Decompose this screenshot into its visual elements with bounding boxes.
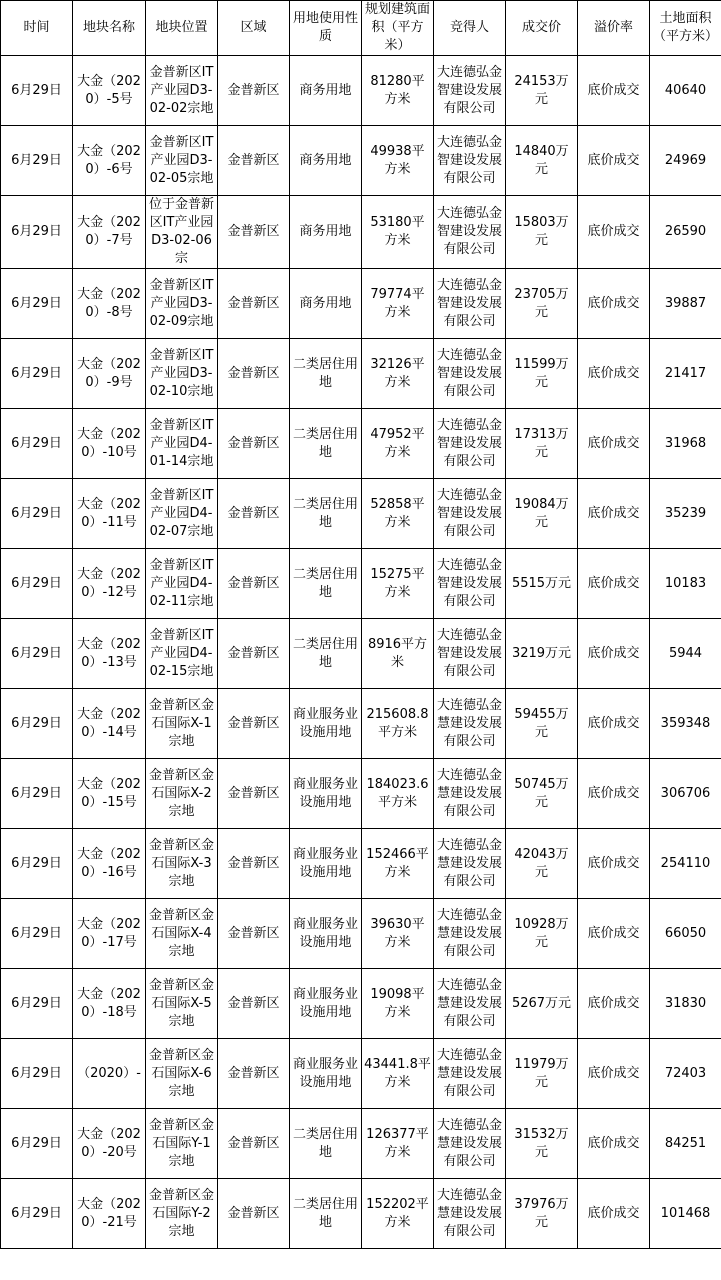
cell-date: 6月29日 <box>1 899 73 969</box>
table-row <box>1 339 721 409</box>
table-row <box>1 619 721 689</box>
cell-parcel-name: 大金（2020）-18号 <box>73 969 146 1039</box>
table-row <box>1 269 721 339</box>
header-building-area: 规划建筑面积（平方米） <box>362 1 434 56</box>
cell-premium-rate: 底价成交 <box>578 409 650 479</box>
cell-price: 23705万元 <box>506 269 578 339</box>
cell-price: 5515万元 <box>506 549 578 619</box>
cell-winner: 大连德弘金智建设发展有限公司 <box>434 409 506 479</box>
cell-parcel-name: 大金（2020）-8号 <box>73 269 146 339</box>
cell-building-area: 15275平方米 <box>362 549 434 619</box>
cell-land-area: 84251 <box>650 1109 721 1179</box>
cell-district: 金普新区 <box>218 1109 290 1179</box>
table-row <box>1 409 721 479</box>
cell-parcel-name: 大金（2020）-5号 <box>73 56 146 126</box>
cell-price: 11599万元 <box>506 339 578 409</box>
cell-building-area: 47952平方米 <box>362 409 434 479</box>
cell-land-use: 二类居住用地 <box>290 479 362 549</box>
cell-date: 6月29日 <box>1 1179 73 1249</box>
cell-parcel-name: 大金（2020）-6号 <box>73 126 146 196</box>
cell-premium-rate: 底价成交 <box>578 196 650 269</box>
cell-district: 金普新区 <box>218 56 290 126</box>
cell-winner: 大连德弘金智建设发展有限公司 <box>434 339 506 409</box>
cell-land-use: 二类居住用地 <box>290 619 362 689</box>
cell-land-area: 31830 <box>650 969 721 1039</box>
table-row <box>1 126 721 196</box>
cell-building-area: 152202平方米 <box>362 1179 434 1249</box>
cell-winner: 大连德弘金智建设发展有限公司 <box>434 56 506 126</box>
cell-price: 5267万元 <box>506 969 578 1039</box>
header-winner: 竞得人 <box>434 1 506 56</box>
cell-district: 金普新区 <box>218 126 290 196</box>
cell-land-use: 商业服务业设施用地 <box>290 969 362 1039</box>
cell-building-area: 43441.8平方米 <box>362 1039 434 1109</box>
cell-parcel-name: 大金（2020）-13号 <box>73 619 146 689</box>
cell-building-area: 81280平方米 <box>362 56 434 126</box>
cell-parcel-location: 位于金普新区IT产业园D3-02-06宗 <box>146 196 218 269</box>
cell-district: 金普新区 <box>218 1179 290 1249</box>
cell-price: 3219万元 <box>506 619 578 689</box>
cell-price: 17313万元 <box>506 409 578 479</box>
cell-building-area: 53180平方米 <box>362 196 434 269</box>
cell-district: 金普新区 <box>218 269 290 339</box>
cell-parcel-name: 大金（2020）-15号 <box>73 759 146 829</box>
cell-land-area: 10183 <box>650 549 721 619</box>
cell-winner: 大连德弘金智建设发展有限公司 <box>434 619 506 689</box>
cell-parcel-name: 大金（2020）-12号 <box>73 549 146 619</box>
cell-parcel-location: 金普新区金石国际X-6宗地 <box>146 1039 218 1109</box>
cell-building-area: 49938平方米 <box>362 126 434 196</box>
cell-date: 6月29日 <box>1 479 73 549</box>
cell-land-use: 商务用地 <box>290 196 362 269</box>
cell-land-area: 72403 <box>650 1039 721 1109</box>
cell-district: 金普新区 <box>218 689 290 759</box>
header-parcel-name: 地块名称 <box>73 1 146 56</box>
table-row <box>1 969 721 1039</box>
cell-date: 6月29日 <box>1 269 73 339</box>
cell-building-area: 19098平方米 <box>362 969 434 1039</box>
cell-land-use: 商业服务业设施用地 <box>290 759 362 829</box>
cell-premium-rate: 底价成交 <box>578 899 650 969</box>
table-row <box>1 479 721 549</box>
cell-land-use: 商业服务业设施用地 <box>290 899 362 969</box>
cell-building-area: 39630平方米 <box>362 899 434 969</box>
cell-premium-rate: 底价成交 <box>578 619 650 689</box>
cell-land-use: 二类居住用地 <box>290 549 362 619</box>
cell-land-use: 商务用地 <box>290 126 362 196</box>
cell-premium-rate: 底价成交 <box>578 56 650 126</box>
cell-date: 6月29日 <box>1 829 73 899</box>
cell-price: 10928万元 <box>506 899 578 969</box>
cell-price: 31532万元 <box>506 1109 578 1179</box>
cell-district: 金普新区 <box>218 759 290 829</box>
cell-price: 24153万元 <box>506 56 578 126</box>
cell-land-use: 二类居住用地 <box>290 1179 362 1249</box>
cell-building-area: 126377平方米 <box>362 1109 434 1179</box>
table-row <box>1 196 721 269</box>
cell-parcel-location: 金普新区IT产业园D4-02-15宗地 <box>146 619 218 689</box>
cell-land-area: 101468 <box>650 1179 721 1249</box>
cell-parcel-name: 大金（2020）-16号 <box>73 829 146 899</box>
cell-parcel-location: 金普新区金石国际X-4宗地 <box>146 899 218 969</box>
cell-land-use: 商业服务业设施用地 <box>290 1039 362 1109</box>
cell-land-area: 40640 <box>650 56 721 126</box>
cell-date: 6月29日 <box>1 1039 73 1109</box>
cell-parcel-location: 金普新区金石国际Y-2宗地 <box>146 1179 218 1249</box>
cell-building-area: 79774平方米 <box>362 269 434 339</box>
cell-district: 金普新区 <box>218 409 290 479</box>
cell-premium-rate: 底价成交 <box>578 829 650 899</box>
cell-date: 6月29日 <box>1 56 73 126</box>
cell-district: 金普新区 <box>218 969 290 1039</box>
table-body <box>1 56 721 1249</box>
header-date: 时间 <box>1 1 73 56</box>
cell-winner: 大连德弘金慧建设发展有限公司 <box>434 759 506 829</box>
cell-parcel-name: 大金（2020）-17号 <box>73 899 146 969</box>
header-land-area: 土地面积（平方米） <box>650 1 721 56</box>
cell-winner: 大连德弘金慧建设发展有限公司 <box>434 969 506 1039</box>
cell-building-area: 52858平方米 <box>362 479 434 549</box>
cell-parcel-location: 金普新区IT产业园D4-01-14宗地 <box>146 409 218 479</box>
cell-land-use: 商业服务业设施用地 <box>290 689 362 759</box>
cell-land-use: 商业服务业设施用地 <box>290 829 362 899</box>
cell-parcel-name: 大金（2020）-14号 <box>73 689 146 759</box>
cell-land-area: 359348 <box>650 689 721 759</box>
cell-parcel-name: 大金（2020）-7号 <box>73 196 146 269</box>
header-premium-rate: 溢价率 <box>578 1 650 56</box>
cell-premium-rate: 底价成交 <box>578 759 650 829</box>
cell-parcel-location: 金普新区金石国际X-5宗地 <box>146 969 218 1039</box>
cell-premium-rate: 底价成交 <box>578 269 650 339</box>
cell-premium-rate: 底价成交 <box>578 1039 650 1109</box>
cell-land-area: 24969 <box>650 126 721 196</box>
cell-winner: 大连德弘金慧建设发展有限公司 <box>434 1109 506 1179</box>
cell-premium-rate: 底价成交 <box>578 479 650 549</box>
cell-parcel-location: 金普新区金石国际X-2宗地 <box>146 759 218 829</box>
cell-land-area: 35239 <box>650 479 721 549</box>
cell-district: 金普新区 <box>218 829 290 899</box>
cell-land-area: 31968 <box>650 409 721 479</box>
cell-land-use: 商务用地 <box>290 269 362 339</box>
cell-premium-rate: 底价成交 <box>578 969 650 1039</box>
cell-building-area: 215608.8平方米 <box>362 689 434 759</box>
cell-winner: 大连德弘金智建设发展有限公司 <box>434 269 506 339</box>
cell-district: 金普新区 <box>218 619 290 689</box>
table-row <box>1 1179 721 1249</box>
cell-parcel-name: 大金（2020）-20号 <box>73 1109 146 1179</box>
cell-parcel-location: 金普新区金石国际X-3宗地 <box>146 829 218 899</box>
header-land-use: 用地使用性质 <box>290 1 362 56</box>
cell-parcel-location: 金普新区金石国际X-1宗地 <box>146 689 218 759</box>
cell-date: 6月29日 <box>1 969 73 1039</box>
cell-parcel-location: 金普新区IT产业园D3-02-10宗地 <box>146 339 218 409</box>
table-row <box>1 56 721 126</box>
cell-date: 6月29日 <box>1 409 73 479</box>
cell-building-area: 184023.6平方米 <box>362 759 434 829</box>
cell-price: 11979万元 <box>506 1039 578 1109</box>
cell-winner: 大连德弘金慧建设发展有限公司 <box>434 1179 506 1249</box>
cell-parcel-location: 金普新区IT产业园D3-02-09宗地 <box>146 269 218 339</box>
cell-parcel-name: （2020）- <box>73 1039 146 1109</box>
cell-winner: 大连德弘金慧建设发展有限公司 <box>434 829 506 899</box>
cell-district: 金普新区 <box>218 1039 290 1109</box>
cell-winner: 大连德弘金智建设发展有限公司 <box>434 196 506 269</box>
cell-parcel-name: 大金（2020）-11号 <box>73 479 146 549</box>
cell-price: 50745万元 <box>506 759 578 829</box>
cell-district: 金普新区 <box>218 196 290 269</box>
table-row <box>1 1109 721 1179</box>
cell-parcel-name: 大金（2020）-10号 <box>73 409 146 479</box>
cell-winner: 大连德弘金智建设发展有限公司 <box>434 126 506 196</box>
cell-parcel-location: 金普新区IT产业园D3-02-02宗地 <box>146 56 218 126</box>
header-price: 成交价 <box>506 1 578 56</box>
cell-land-use: 商务用地 <box>290 56 362 126</box>
table-row <box>1 689 721 759</box>
cell-date: 6月29日 <box>1 126 73 196</box>
cell-winner: 大连德弘金慧建设发展有限公司 <box>434 899 506 969</box>
cell-land-area: 306706 <box>650 759 721 829</box>
cell-parcel-location: 金普新区金石国际Y-1宗地 <box>146 1109 218 1179</box>
cell-land-area: 254110 <box>650 829 721 899</box>
cell-building-area: 32126平方米 <box>362 339 434 409</box>
table-row <box>1 759 721 829</box>
cell-date: 6月29日 <box>1 196 73 269</box>
cell-land-area: 66050 <box>650 899 721 969</box>
cell-land-area: 26590 <box>650 196 721 269</box>
table-row <box>1 549 721 619</box>
cell-building-area: 152466平方米 <box>362 829 434 899</box>
cell-price: 19084万元 <box>506 479 578 549</box>
cell-district: 金普新区 <box>218 479 290 549</box>
cell-date: 6月29日 <box>1 339 73 409</box>
cell-date: 6月29日 <box>1 1109 73 1179</box>
cell-district: 金普新区 <box>218 549 290 619</box>
cell-date: 6月29日 <box>1 689 73 759</box>
cell-premium-rate: 底价成交 <box>578 339 650 409</box>
cell-building-area: 8916平方米 <box>362 619 434 689</box>
cell-date: 6月29日 <box>1 619 73 689</box>
cell-land-use: 二类居住用地 <box>290 339 362 409</box>
cell-parcel-location: 金普新区IT产业园D4-02-07宗地 <box>146 479 218 549</box>
header-parcel-location: 地块位置 <box>146 1 218 56</box>
cell-land-use: 二类居住用地 <box>290 1109 362 1179</box>
header-district: 区域 <box>218 1 290 56</box>
cell-premium-rate: 底价成交 <box>578 126 650 196</box>
cell-price: 14840万元 <box>506 126 578 196</box>
cell-premium-rate: 底价成交 <box>578 1179 650 1249</box>
cell-winner: 大连德弘金智建设发展有限公司 <box>434 479 506 549</box>
table-row <box>1 1039 721 1109</box>
cell-parcel-name: 大金（2020）-9号 <box>73 339 146 409</box>
cell-premium-rate: 底价成交 <box>578 689 650 759</box>
cell-price: 59455万元 <box>506 689 578 759</box>
table-row <box>1 899 721 969</box>
cell-parcel-location: 金普新区IT产业园D3-02-05宗地 <box>146 126 218 196</box>
cell-parcel-location: 金普新区IT产业园D4-02-11宗地 <box>146 549 218 619</box>
cell-land-area: 39887 <box>650 269 721 339</box>
cell-date: 6月29日 <box>1 759 73 829</box>
cell-price: 37976万元 <box>506 1179 578 1249</box>
table-row <box>1 829 721 899</box>
cell-price: 42043万元 <box>506 829 578 899</box>
cell-land-area: 5944 <box>650 619 721 689</box>
cell-premium-rate: 底价成交 <box>578 549 650 619</box>
cell-premium-rate: 底价成交 <box>578 1109 650 1179</box>
cell-district: 金普新区 <box>218 899 290 969</box>
cell-land-area: 21417 <box>650 339 721 409</box>
cell-parcel-name: 大金（2020）-21号 <box>73 1179 146 1249</box>
cell-date: 6月29日 <box>1 549 73 619</box>
cell-winner: 大连德弘金智建设发展有限公司 <box>434 549 506 619</box>
cell-winner: 大连德弘金慧建设发展有限公司 <box>434 1039 506 1109</box>
header-row <box>1 1 721 56</box>
cell-district: 金普新区 <box>218 339 290 409</box>
cell-winner: 大连德弘金慧建设发展有限公司 <box>434 689 506 759</box>
cell-price: 15803万元 <box>506 196 578 269</box>
cell-land-use: 二类居住用地 <box>290 409 362 479</box>
